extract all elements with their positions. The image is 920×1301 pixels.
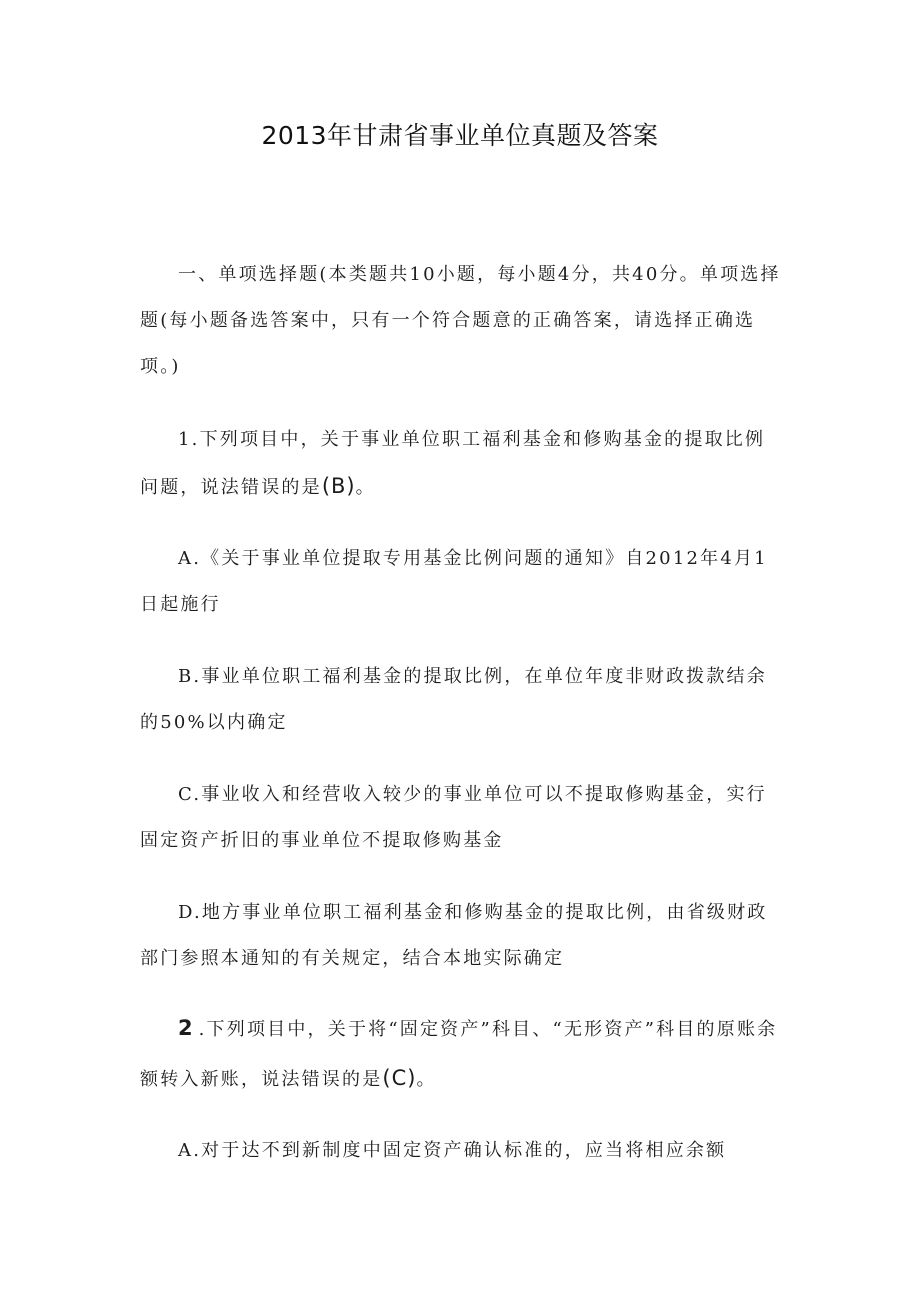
question-1-option-a: A.《关于事业单位提取专用基金比例问题的通知》自2012年4月1日起施行: [140, 548, 768, 615]
document-title: 2013年甘肃省事业单位真题及答案: [261, 121, 659, 150]
question-1-option-d: D.地方事业单位职工福利基金和修购基金的提取比例，由省级财政部门参照本通知的有关规定，结合本地实际确定: [140, 902, 768, 969]
section-intro: 一、单项选择题(本类题共10小题，每小题4分，共40分。单项选择题(每小题备选答案中，只有一个符合题意的正确答案，请选择正确选项。): [140, 264, 781, 377]
question-2-end: 。: [416, 1069, 437, 1090]
question-1-answer: (B): [321, 474, 356, 498]
question-2-text: .下列项目中，关于将“固定资产”科目、“无形资产”科目的原账余额转入新账，说法错误的是: [140, 1019, 778, 1090]
question-2-option-a: A.对于达不到新制度中固定资产确认标准的，应当将相应余额: [178, 1140, 727, 1161]
question-2-stem: [140, 1004, 785, 1104]
question-1-end: 。: [355, 477, 376, 498]
question-1-option-b: B.事业单位职工福利基金的提取比例，在单位年度非财政拨款结余的50%以内确定: [140, 666, 767, 733]
question-1-option-c: C.事业收入和经营收入较少的事业单位可以不提取修购基金，实行固定资产折旧的事业单位不提取修购基金: [140, 784, 767, 851]
question-1-stem: [140, 417, 785, 511]
question-2-answer: (C): [382, 1066, 417, 1090]
question-2-number: 2: [178, 1016, 199, 1040]
question-1-text: 1.下列项目中，关于事业单位职工福利基金和修购基金的提取比例问题，说法错误的是: [140, 429, 766, 498]
